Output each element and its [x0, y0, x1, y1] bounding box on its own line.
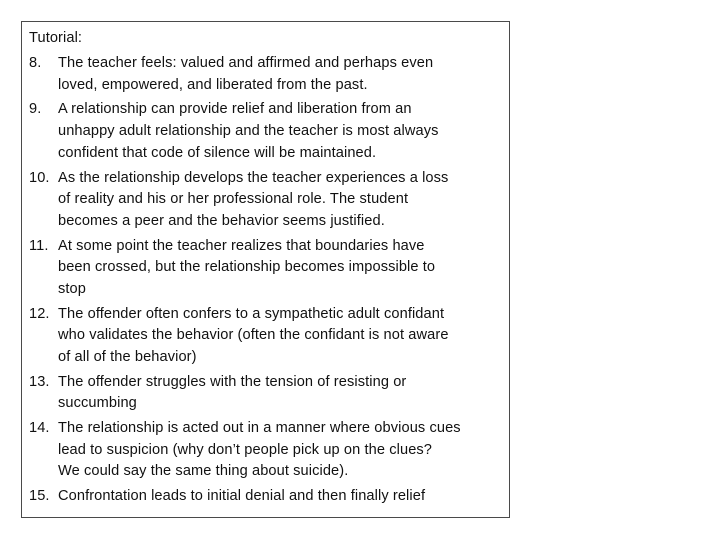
list-item-10	[29, 168, 503, 233]
item-number: 10.	[29, 169, 50, 186]
item-number: 14.	[29, 420, 50, 437]
list-item-12	[29, 304, 503, 369]
item-text: As the relationship develops the teacher experiences a loss of reality and his or her professional role. The student becomes a peer and the behavior seems justified.	[58, 169, 449, 229]
item-number: 15.	[29, 488, 50, 505]
list-item-14	[29, 418, 503, 483]
tutorial-list	[29, 53, 503, 508]
item-text: The offender often confers to a sympathetic adult confidant who validates the behavior (often the confidant is not aware of all of the behavior)	[58, 305, 449, 365]
list-item-9	[29, 99, 503, 164]
item-text: A relationship can provide relief and liberation from an unhappy adult relationship and the teacher is most always confident that code of silence will be maintained.	[58, 101, 439, 161]
item-number: 8.	[29, 55, 42, 71]
list-item-11	[29, 236, 503, 301]
item-text: The relationship is acted out in a manner where obvious cues lead to suspicion (why don’t people pick up on the clues? We could say the same thing about suicide).	[58, 420, 461, 480]
tutorial-text-box	[21, 21, 510, 518]
item-number: 12.	[29, 305, 50, 322]
list-item-8	[29, 53, 503, 96]
item-text: Confrontation leads to initial denial and then finally relief	[58, 488, 426, 505]
item-text: The teacher feels: valued and affirmed and perhaps even loved, empowered, and liberated from the past.	[58, 55, 434, 93]
item-text: The offender struggles with the tension of resisting or succumbing	[58, 373, 407, 412]
item-number: 9.	[29, 101, 42, 118]
item-number: 13.	[29, 373, 50, 390]
item-number: 11.	[29, 237, 49, 254]
item-text: At some point the teacher realizes that boundaries have been crossed, but the relationship becomes impossible to stop	[58, 237, 436, 297]
list-item-13	[29, 372, 503, 415]
list-item-15	[29, 486, 503, 508]
tutorial-heading: Tutorial:	[29, 30, 83, 46]
